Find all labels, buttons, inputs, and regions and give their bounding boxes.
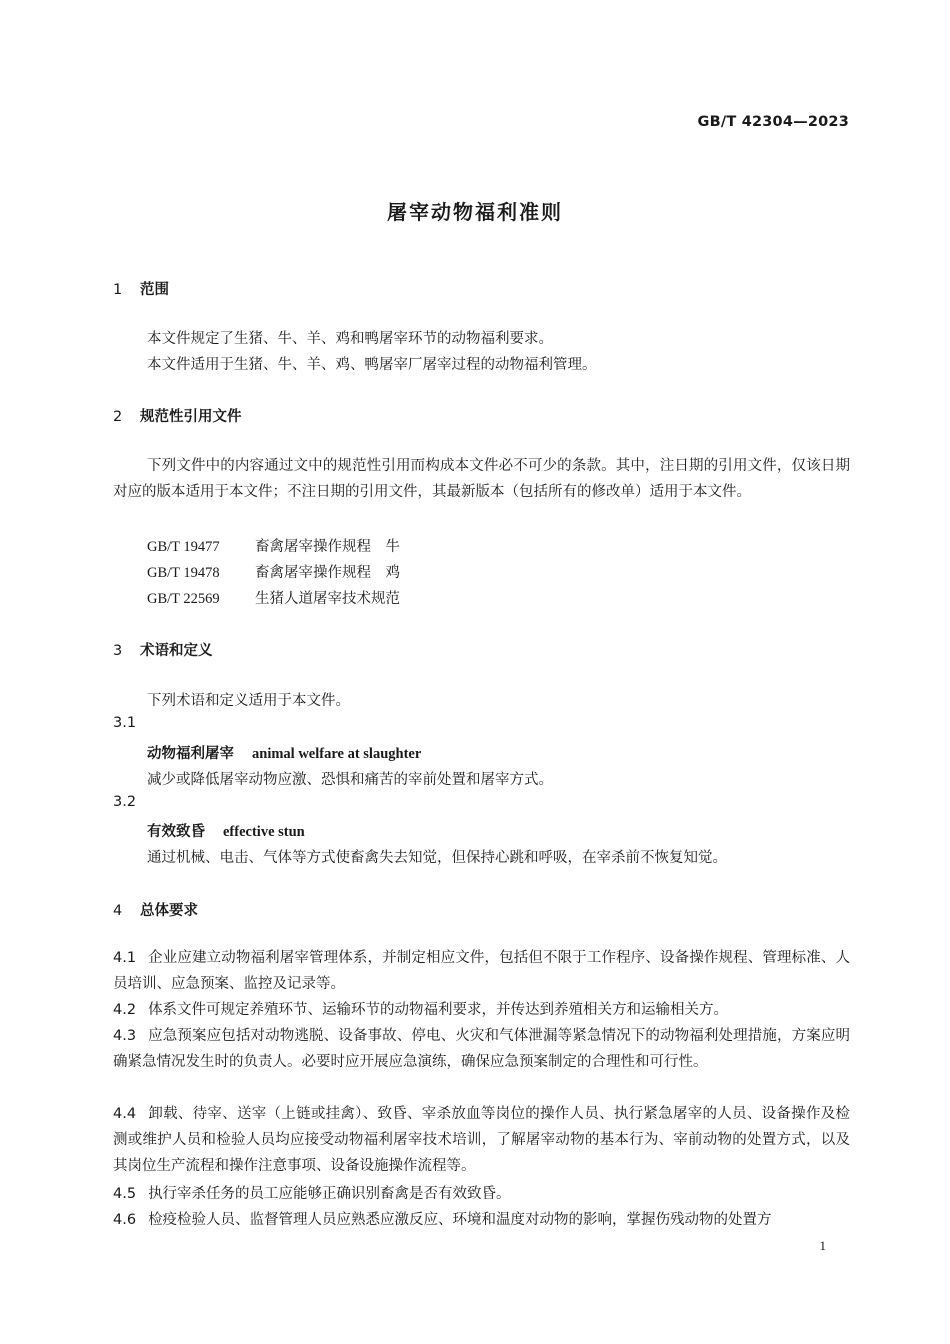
section-title: 总体要求 [140,903,198,919]
clause-text: 卸载、待宰、送宰（上链或挂禽）、致昏、宰杀放血等岗位的操作人员、执行紧急屠宰的人员、设备操作及检测或维护人员和检验人员均应接受动物福利屠宰技术培训，了解屠宰动物的基本行为、宰前动物的处置方式，以及其岗位生产流程和操作注意事项、设备设施操作流程等。 [113,1106,850,1174]
clause-number: 4.3 [113,1028,137,1044]
reference-item [147,561,400,582]
term-english: effective stun [223,824,305,840]
clause-number: 4.4 [113,1106,137,1122]
reference-code: GB/T 19477 [147,539,220,555]
clause-item [113,997,850,1023]
term-number: 3.2 [113,794,137,810]
term-number: 3.1 [113,715,137,731]
paragraph: 本文件规定了生猪、牛、羊、鸡和鸭屠宰环节的动物福利要求。 [147,331,553,347]
clause-item [113,1023,850,1075]
clause-text: 应急预案应包括对动物逃脱、设备事故、停电、火灾和气体泄漏等紧急情况下的动物福利处理措施，方案应明确紧急情况发生时的负责人。必要时应开展应急演练，确保应急预案制定的合理性和可行性。 [113,1028,850,1070]
term-chinese: 有效致昏 [147,824,205,840]
term-entry [147,742,421,763]
section-number: 2 [113,409,123,425]
clause-number: 4.6 [113,1212,137,1228]
section-title: 规范性引用文件 [140,409,242,425]
clause-number: 4.1 [113,950,137,966]
reference-item [147,587,400,608]
term-definition: 减少或降低屠宰动物应激、恐惧和痛苦的宰前处置和屠宰方式。 [147,772,553,788]
clause-text: 检疫检验人员、监督管理人员应熟悉应激反应、环境和温度对动物的影响，掌握伤残动物的处置方 [148,1212,772,1228]
section-number: 1 [113,282,123,298]
paragraph: 下列文件中的内容通过文中的规范性引用而构成本文件必不可少的条款。其中，注日期的引用文件，仅该日期对应的版本适用于本文件；不注日期的引用文件，其最新版本（包括所有的修改单）适用于本文件。 [113,458,850,500]
paragraph: 本文件适用于生猪、牛、羊、鸡、鸭屠宰厂屠宰过程的动物福利管理。 [147,357,597,373]
reference-name: 畜禽屠宰操作规程 鸡 [255,565,400,581]
section-heading-normative-references [113,405,242,426]
term-chinese: 动物福利屠宰 [147,746,234,762]
section-heading-scope [113,278,169,299]
clause-item [113,1181,850,1207]
section-number: 4 [113,903,123,919]
clause-text: 企业应建立动物福利屠宰管理体系，并制定相应文件，包括但不限于工作程序、设备操作规程、管理标准、人员培训、应急预案、监控及记录等。 [113,950,850,992]
clause-number: 4.5 [113,1186,137,1202]
section-heading-general-requirements [113,899,198,920]
clause-item [113,1207,850,1233]
clause-text: 执行宰杀任务的员工应能够正确识别畜禽是否有效致昏。 [148,1186,511,1202]
term-entry [147,820,305,841]
reference-item [147,535,400,556]
section-title: 范围 [140,282,169,298]
clause-item [113,1101,850,1179]
clause-item [113,945,850,997]
clause-number: 4.2 [113,1002,137,1018]
reference-name: 生猪人道屠宰技术规范 [255,591,400,607]
section-title: 术语和定义 [140,643,213,659]
clause-text: 体系文件可规定养殖环节、运输环节的动物福利要求，并传达到养殖相关方和运输相关方。 [148,1002,729,1018]
document-title: 屠宰动物福利准则 [387,200,563,224]
section-number: 3 [113,643,123,659]
term-english: animal welfare at slaughter [252,746,422,762]
paragraph: 下列术语和定义适用于本文件。 [147,693,350,709]
reference-code: GB/T 22569 [147,591,220,607]
standard-number: GB/T 42304—2023 [697,114,849,130]
term-definition: 通过机械、电击、气体等方式使畜禽失去知觉，但保持心跳和呼吸，在宰杀前不恢复知觉。 [147,850,727,866]
reference-code: GB/T 19478 [147,565,220,581]
reference-name: 畜禽屠宰操作规程 牛 [255,539,400,555]
section-heading-terms [113,639,213,660]
page-number: 1 [819,1238,826,1253]
